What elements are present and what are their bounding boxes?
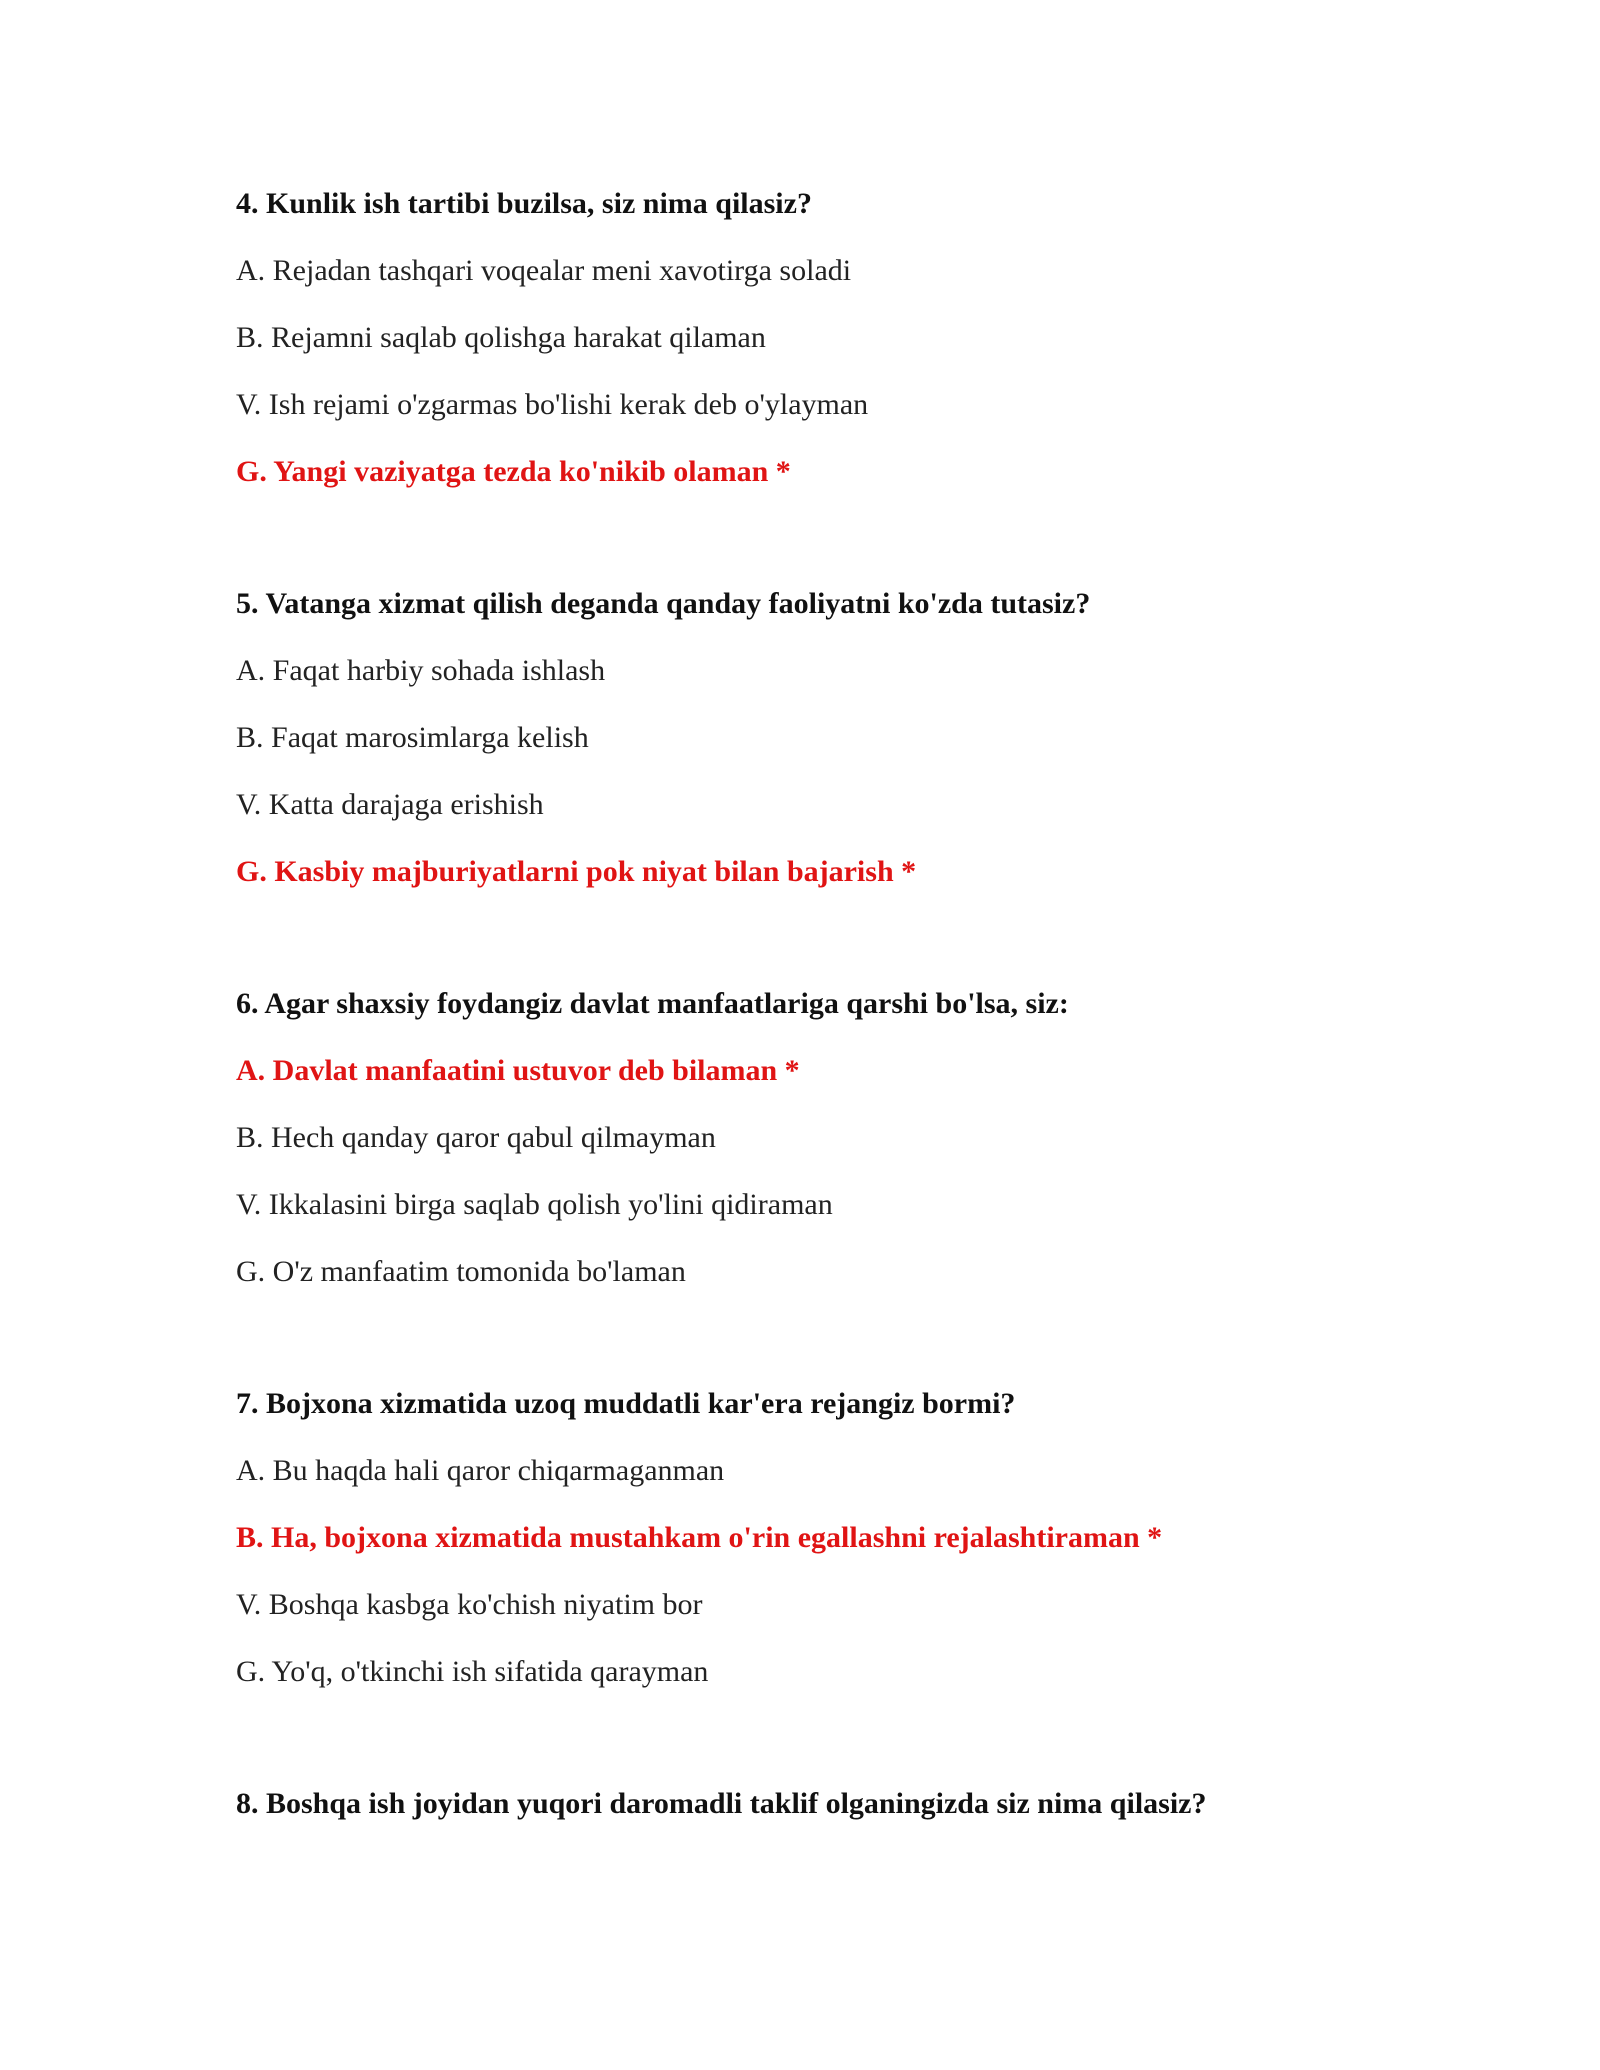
answer-option-b: B. Hech qanday qaror qabul qilmayman <box>236 1121 716 1154</box>
answer-option-b: B. Faqat marosimlarga kelish <box>236 721 589 754</box>
answer-option-v: V. Katta darajaga erishish <box>236 788 544 821</box>
question-title: 7. Bojxona xizmatida uzoq muddatli kar'era rejangiz bormi? <box>236 1387 1016 1420</box>
answer-option-g-correct: G. Yangi vaziyatga tezda ko'nikib olaman * <box>236 455 791 488</box>
question-title: 4. Kunlik ish tartibi buzilsa, siz nima qilasiz? <box>236 187 812 220</box>
answer-option-v: V. Ish rejami o'zgarmas bo'lishi kerak deb o'ylayman <box>236 388 869 421</box>
question-title: 8. Boshqa ish joyidan yuqori daromadli taklif olganingizda siz nima qilasiz? <box>236 1787 1207 1820</box>
answer-option-a: A. Bu haqda hali qaror chiqarmaganman <box>236 1454 725 1487</box>
answer-option-g: G. O'z manfaatim tomonida bo'laman <box>236 1255 686 1288</box>
answer-option-b-correct: B. Ha, bojxona xizmatida mustahkam o'rin egallashni rejalashtiraman * <box>236 1521 1163 1554</box>
question-title: 5. Vatanga xizmat qilish deganda qanday faoliyatni ko'zda tutasiz? <box>236 587 1091 620</box>
answer-option-v: V. Boshqa kasbga ko'chish niyatim bor <box>236 1588 703 1621</box>
answer-option-a: A. Rejadan tashqari voqealar meni xavotirga soladi <box>236 254 852 287</box>
answer-option-a: A. Faqat harbiy sohada ishlash <box>236 654 606 687</box>
answer-option-g-correct: G. Kasbiy majburiyatlarni pok niyat bilan bajarish * <box>236 855 917 888</box>
answer-option-v: V. Ikkalasini birga saqlab qolish yo'lini qidiraman <box>236 1188 833 1221</box>
question-title: 6. Agar shaxsiy foydangiz davlat manfaatlariga qarshi bo'lsa, siz: <box>236 987 1069 1020</box>
answer-option-b: B. Rejamni saqlab qolishga harakat qilaman <box>236 321 766 354</box>
answer-option-g: G. Yo'q, o'tkinchi ish sifatida qarayman <box>236 1655 709 1688</box>
answer-option-a-correct: A. Davlat manfaatini ustuvor deb bilaman * <box>236 1054 800 1087</box>
